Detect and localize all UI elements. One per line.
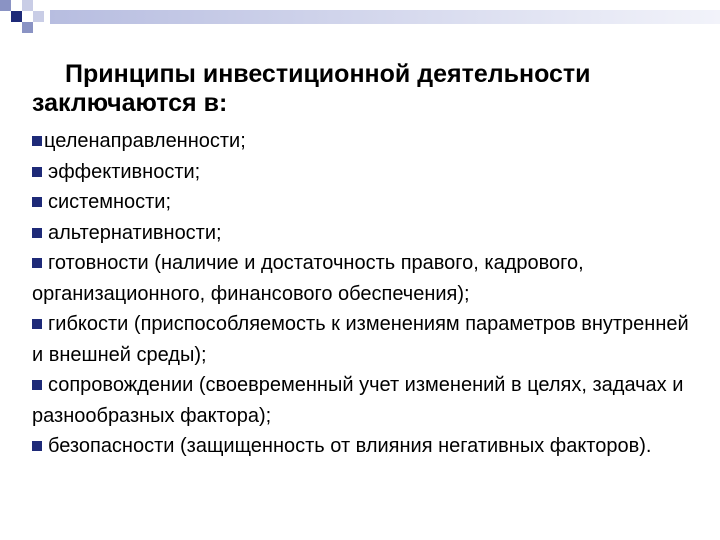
list-item	[32, 309, 692, 370]
deco-square-1	[0, 0, 11, 11]
bullet-square-icon	[32, 167, 42, 177]
bullet-square-icon	[32, 258, 42, 268]
header-decoration-graphic	[0, 0, 720, 40]
list-item-text: готовности (наличие и достаточность правого, кадрового, организационного, финансового обеспечения);	[32, 252, 584, 305]
list-item	[32, 248, 692, 309]
list-item-text: целенаправленности;	[44, 130, 246, 152]
list-item-text: гибкости (приспособляемость к изменениям параметров внутренней и внешней среды);	[32, 313, 689, 366]
list-item	[32, 218, 692, 249]
list-item-text: эффективности;	[48, 160, 201, 183]
list-item	[32, 157, 692, 188]
list-item	[32, 187, 692, 218]
deco-square-5	[33, 11, 44, 22]
decorative-header	[0, 0, 720, 40]
header-gradient-bar	[50, 10, 720, 24]
bullet-square-icon	[32, 136, 42, 146]
deco-square-4	[22, 22, 33, 33]
slide-title	[32, 60, 692, 118]
list-item	[32, 431, 692, 462]
deco-square-2	[11, 11, 22, 22]
list-item-text: системности;	[48, 191, 172, 213]
title-line-1: Принципы инвестиционной деятельности	[65, 60, 591, 88]
bullet-square-icon	[32, 380, 42, 390]
title-line-2: заключаются в:	[32, 89, 228, 117]
bullet-square-icon	[32, 319, 42, 329]
list-item-text: сопровождении (своевременный учет изменений в целях, задачах и разнообразных фактора);	[32, 374, 684, 427]
bullet-square-icon	[32, 197, 42, 207]
list-item	[32, 370, 692, 431]
deco-square-3	[22, 0, 33, 11]
bullet-square-icon	[32, 228, 42, 238]
bullet-square-icon	[32, 441, 42, 451]
list-item-text: безопасности (защищенность от влияния негативных факторов).	[48, 435, 652, 457]
list-item	[32, 126, 692, 157]
bullet-list	[32, 126, 692, 462]
list-item-text: альтернативности;	[48, 221, 222, 244]
